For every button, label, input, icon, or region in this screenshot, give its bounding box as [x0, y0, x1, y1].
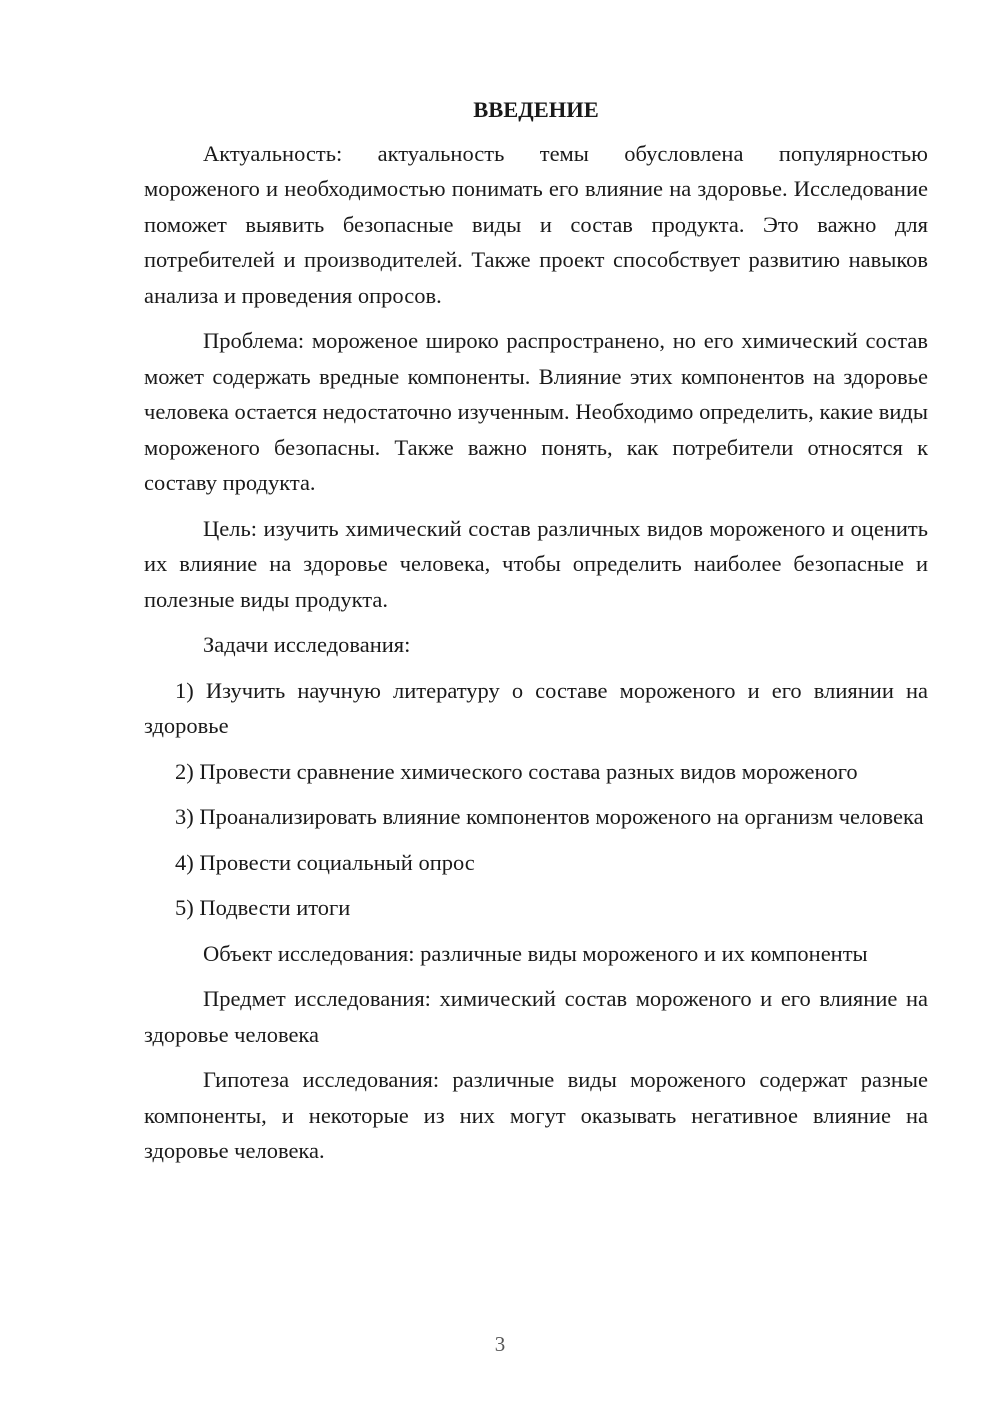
paragraph-hypothesis: Гипотеза исследования: различные виды мороженого содержат разные компоненты, и некоторые из них могут оказывать негативное влияние на здоровье человека. — [144, 1067, 928, 1163]
task-item-2: 2) Провести сравнение химического состава разных видов мороженого — [175, 758, 858, 784]
paragraph-subject: Предмет исследования: химический состав мороженого и его влияние на здоровье человека — [144, 986, 928, 1047]
paragraph-relevance: Актуальность: актуальность темы обусловлена популярностью мороженого и необходимостью понимать его влияние на здоровье. Исследование поможет выявить безопасные виды и состав продукта. Это важно для потребителей и производителей. Также проект способствует развитию навыков анализа и проведения опросов. — [144, 140, 928, 308]
task-item-4: 4) Провести социальный опрос — [175, 849, 475, 875]
page-content — [144, 92, 928, 1179]
task-item-1: 1) Изучить научную литературу о составе мороженого и его влиянии на здоровье — [144, 677, 928, 738]
paragraph-object: Объект исследования: различные виды мороженого и их компоненты — [203, 940, 868, 966]
page-number: 3 — [494, 1332, 506, 1356]
paragraph-goal: Цель: изучить химический состав различных видов мороженого и оценить их влияние на здоровье человека, чтобы определить наиболее безопасные и полезные виды продукта. — [144, 515, 928, 612]
task-item-5: 5) Подвести итоги — [175, 895, 351, 920]
paragraph-problem: Проблема: мороженое широко распространено, но его химический состав может содержать вредные компоненты. Влияние этих компонентов на здоровье человека остается недостаточно изученным. Необходимо определить, какие виды мороженого безопасны. Также важно понять, как потребители относятся к составу продукта. — [144, 328, 928, 495]
task-item-3: 3) Проанализировать влияние компонентов мороженого на организм человека — [175, 804, 924, 829]
tasks-title: Задачи исследования: — [203, 632, 411, 657]
section-heading: ВВЕДЕНИЕ — [473, 97, 599, 122]
